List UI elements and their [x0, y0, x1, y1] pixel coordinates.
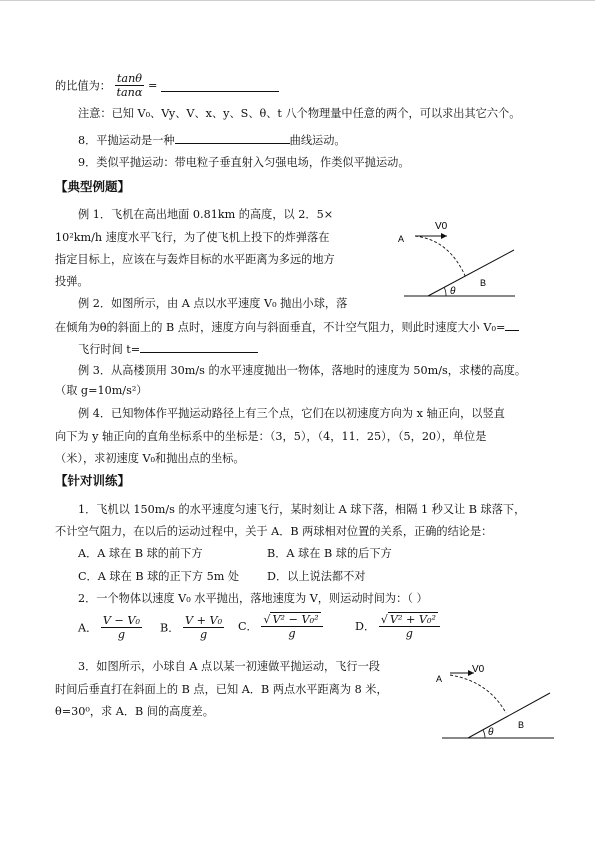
- q2-option-c-fraction: $\frac{\text{√ V² − V₀²}}{g}$: [261, 612, 322, 640]
- fig2-trajectory: [450, 675, 506, 713]
- q2-option-c-denominator: g: [288, 627, 296, 640]
- example-1-line-3: 指定目标上，应该在与轰炸目标的水平距离为多远的地方: [55, 253, 335, 266]
- training-q2-option-b[interactable]: [160, 614, 224, 641]
- q2-option-d-denominator: g: [405, 627, 413, 640]
- training-q1-line-2: 不计空气阻力，在以后的运动过程中，关于 A．B 两球相对位置的关系，正确的结论是：: [55, 525, 493, 538]
- projectile-slope-figure-2: [428, 655, 558, 745]
- example-2-time-label: 飞行时间 t=: [78, 343, 141, 356]
- example-3-line-2: （取 g=10m/s²）: [55, 384, 148, 397]
- fig1-theta-label: θ: [450, 286, 456, 297]
- fig1-incline-line: [428, 250, 514, 296]
- ratio-numerator: tanθ: [115, 72, 145, 86]
- example-1-line-1: 例 1．飞机在高出地面 0.81km 的高度，以 2．5×: [78, 208, 334, 221]
- ratio-line: [55, 72, 279, 99]
- example-4-line-1: 例 4．已知物体作平抛运动路径上有三个点，它们在以初速度方向为 x 轴正向，以竖直: [78, 407, 505, 420]
- item-8-prefix: 8．平抛运动是一种: [78, 134, 175, 147]
- training-q2-option-d[interactable]: [355, 612, 440, 640]
- training-q1-option-c[interactable]: C．A 球在 B 球的正下方 5m 处: [78, 570, 240, 583]
- fig2-point-a-label: A: [436, 674, 443, 684]
- item-9: 9．类似平抛运动：带电粒子垂直射入匀强电场，作类似平抛运动。: [78, 156, 410, 169]
- example-4-line-2: 向下为 y 轴正向的直角坐标系中的坐标是：（3，5），（4，11．25），（5，20），单位是: [55, 430, 487, 443]
- example-2-line-3: [78, 341, 258, 357]
- example-2-speed-blank[interactable]: [505, 319, 519, 331]
- section-training-heading: 【针对训练】: [55, 473, 131, 488]
- training-q2-option-c[interactable]: [238, 612, 323, 640]
- item-8: [78, 132, 346, 148]
- q2-option-a-denominator: g: [117, 628, 125, 641]
- q2-option-a-fraction: [101, 614, 142, 641]
- example-2-line-2-text: 在倾角为θ的斜面上的 B 点时，速度方向与斜面垂直，不计空气阻力，则此时速度大小 V₀=: [55, 321, 506, 334]
- q2-option-a-letter: A．: [78, 621, 98, 635]
- q2-option-c-radicand: V² − V₀²: [272, 613, 319, 626]
- example-1-line-4: 投弹。: [55, 275, 89, 288]
- training-q3-line-3: θ=30⁰，求 A．B 间的高度差。: [55, 705, 214, 718]
- training-q2-line-1: 2．一个物体以速度 V₀ 水平抛出，落地速度为 V，则运动时间为：（ ）: [78, 592, 428, 605]
- fig1-v0-label: V0: [435, 221, 448, 232]
- ratio-fraction: [115, 72, 145, 99]
- ratio-equals: =: [148, 79, 158, 92]
- training-q1-option-b[interactable]: B．A 球在 B 球的后下方: [267, 547, 392, 560]
- q2-option-c-letter: C．: [238, 620, 258, 633]
- note-line: 注意：已知 V₀、Vy、V、x、y、S、θ、t 八个物理量中任意的两个，可以求出其它六个。: [78, 107, 521, 120]
- q2-option-a-numerator: V − V₀: [102, 614, 140, 627]
- example-1-line-2: 10²km/h 速度水平飞行，为了使飞机上投下的炸弹落在: [55, 231, 330, 244]
- example-2-line-2: [55, 319, 519, 335]
- fig2-v0-label: V0: [472, 664, 485, 675]
- q2-option-b-denominator: g: [199, 628, 208, 641]
- fig2-incline-line: [468, 693, 550, 738]
- example-2-time-blank[interactable]: [140, 341, 258, 353]
- training-q2-option-a[interactable]: [78, 614, 142, 641]
- q2-option-d-fraction: $\frac{\text{√ V² + V₀²}}{g}$: [379, 612, 440, 640]
- training-q3-line-1: 3．如图所示，小球自 A 点以某一初速做平抛运动，飞行一段: [78, 660, 380, 673]
- fig2-point-b-label: B: [518, 720, 525, 730]
- fig1-arrowhead: [441, 233, 447, 239]
- item-8-suffix: 曲线运动。: [289, 134, 346, 147]
- example-2-line-1: 例 2．如图所示，由 A 点以水平速度 V₀ 抛出小球，落: [78, 297, 348, 310]
- ratio-label: 的比值为：: [55, 79, 111, 93]
- fig1-point-b-label: B: [480, 278, 487, 288]
- fig1-trajectory: [415, 236, 466, 278]
- fig2-theta-label: θ: [488, 727, 494, 738]
- q2-option-d-letter: D．: [355, 620, 376, 633]
- q2-option-d-radicand: V² + V₀²: [389, 613, 436, 626]
- q2-option-b-letter: B．: [160, 621, 180, 635]
- page-top-border: [0, 0, 595, 1]
- q2-option-b-numerator: V + V₀: [184, 614, 223, 627]
- ratio-answer-blank[interactable]: [161, 80, 279, 92]
- projectile-slope-figure-1: [390, 212, 520, 302]
- fig1-angle-arc: [444, 287, 446, 296]
- example-3-line-1: 例 3．从高楼顶用 30m/s 的水平速度抛出一物体，落地时的速度为 50m/s，求楼的高度。: [78, 364, 527, 377]
- training-q1-line-1: 1．飞机以 150m/s 的水平速度匀速飞行，某时刻让 A 球下落，相隔 1 秒又让 B 球落下，: [78, 503, 526, 516]
- fig2-angle-arc: [483, 730, 485, 738]
- example-4-line-3: （米），求初速度 V₀和抛出点的坐标。: [55, 452, 245, 465]
- q2-option-b-fraction: [183, 614, 224, 641]
- item-8-blank[interactable]: [175, 132, 290, 144]
- ratio-denominator: tanα: [116, 86, 143, 99]
- section-examples-heading: 【典型例题】: [55, 179, 131, 194]
- training-q1-option-d[interactable]: D．以上说法都不对: [267, 570, 366, 583]
- fig1-point-a-label: A: [398, 234, 405, 244]
- training-q1-option-a[interactable]: A．A 球在 B 球的前下方: [78, 547, 203, 560]
- training-q3-line-2: 时间后垂直打在斜面上的 B 点，已知 A．B 两点水平距离为 8 米，: [55, 683, 388, 696]
